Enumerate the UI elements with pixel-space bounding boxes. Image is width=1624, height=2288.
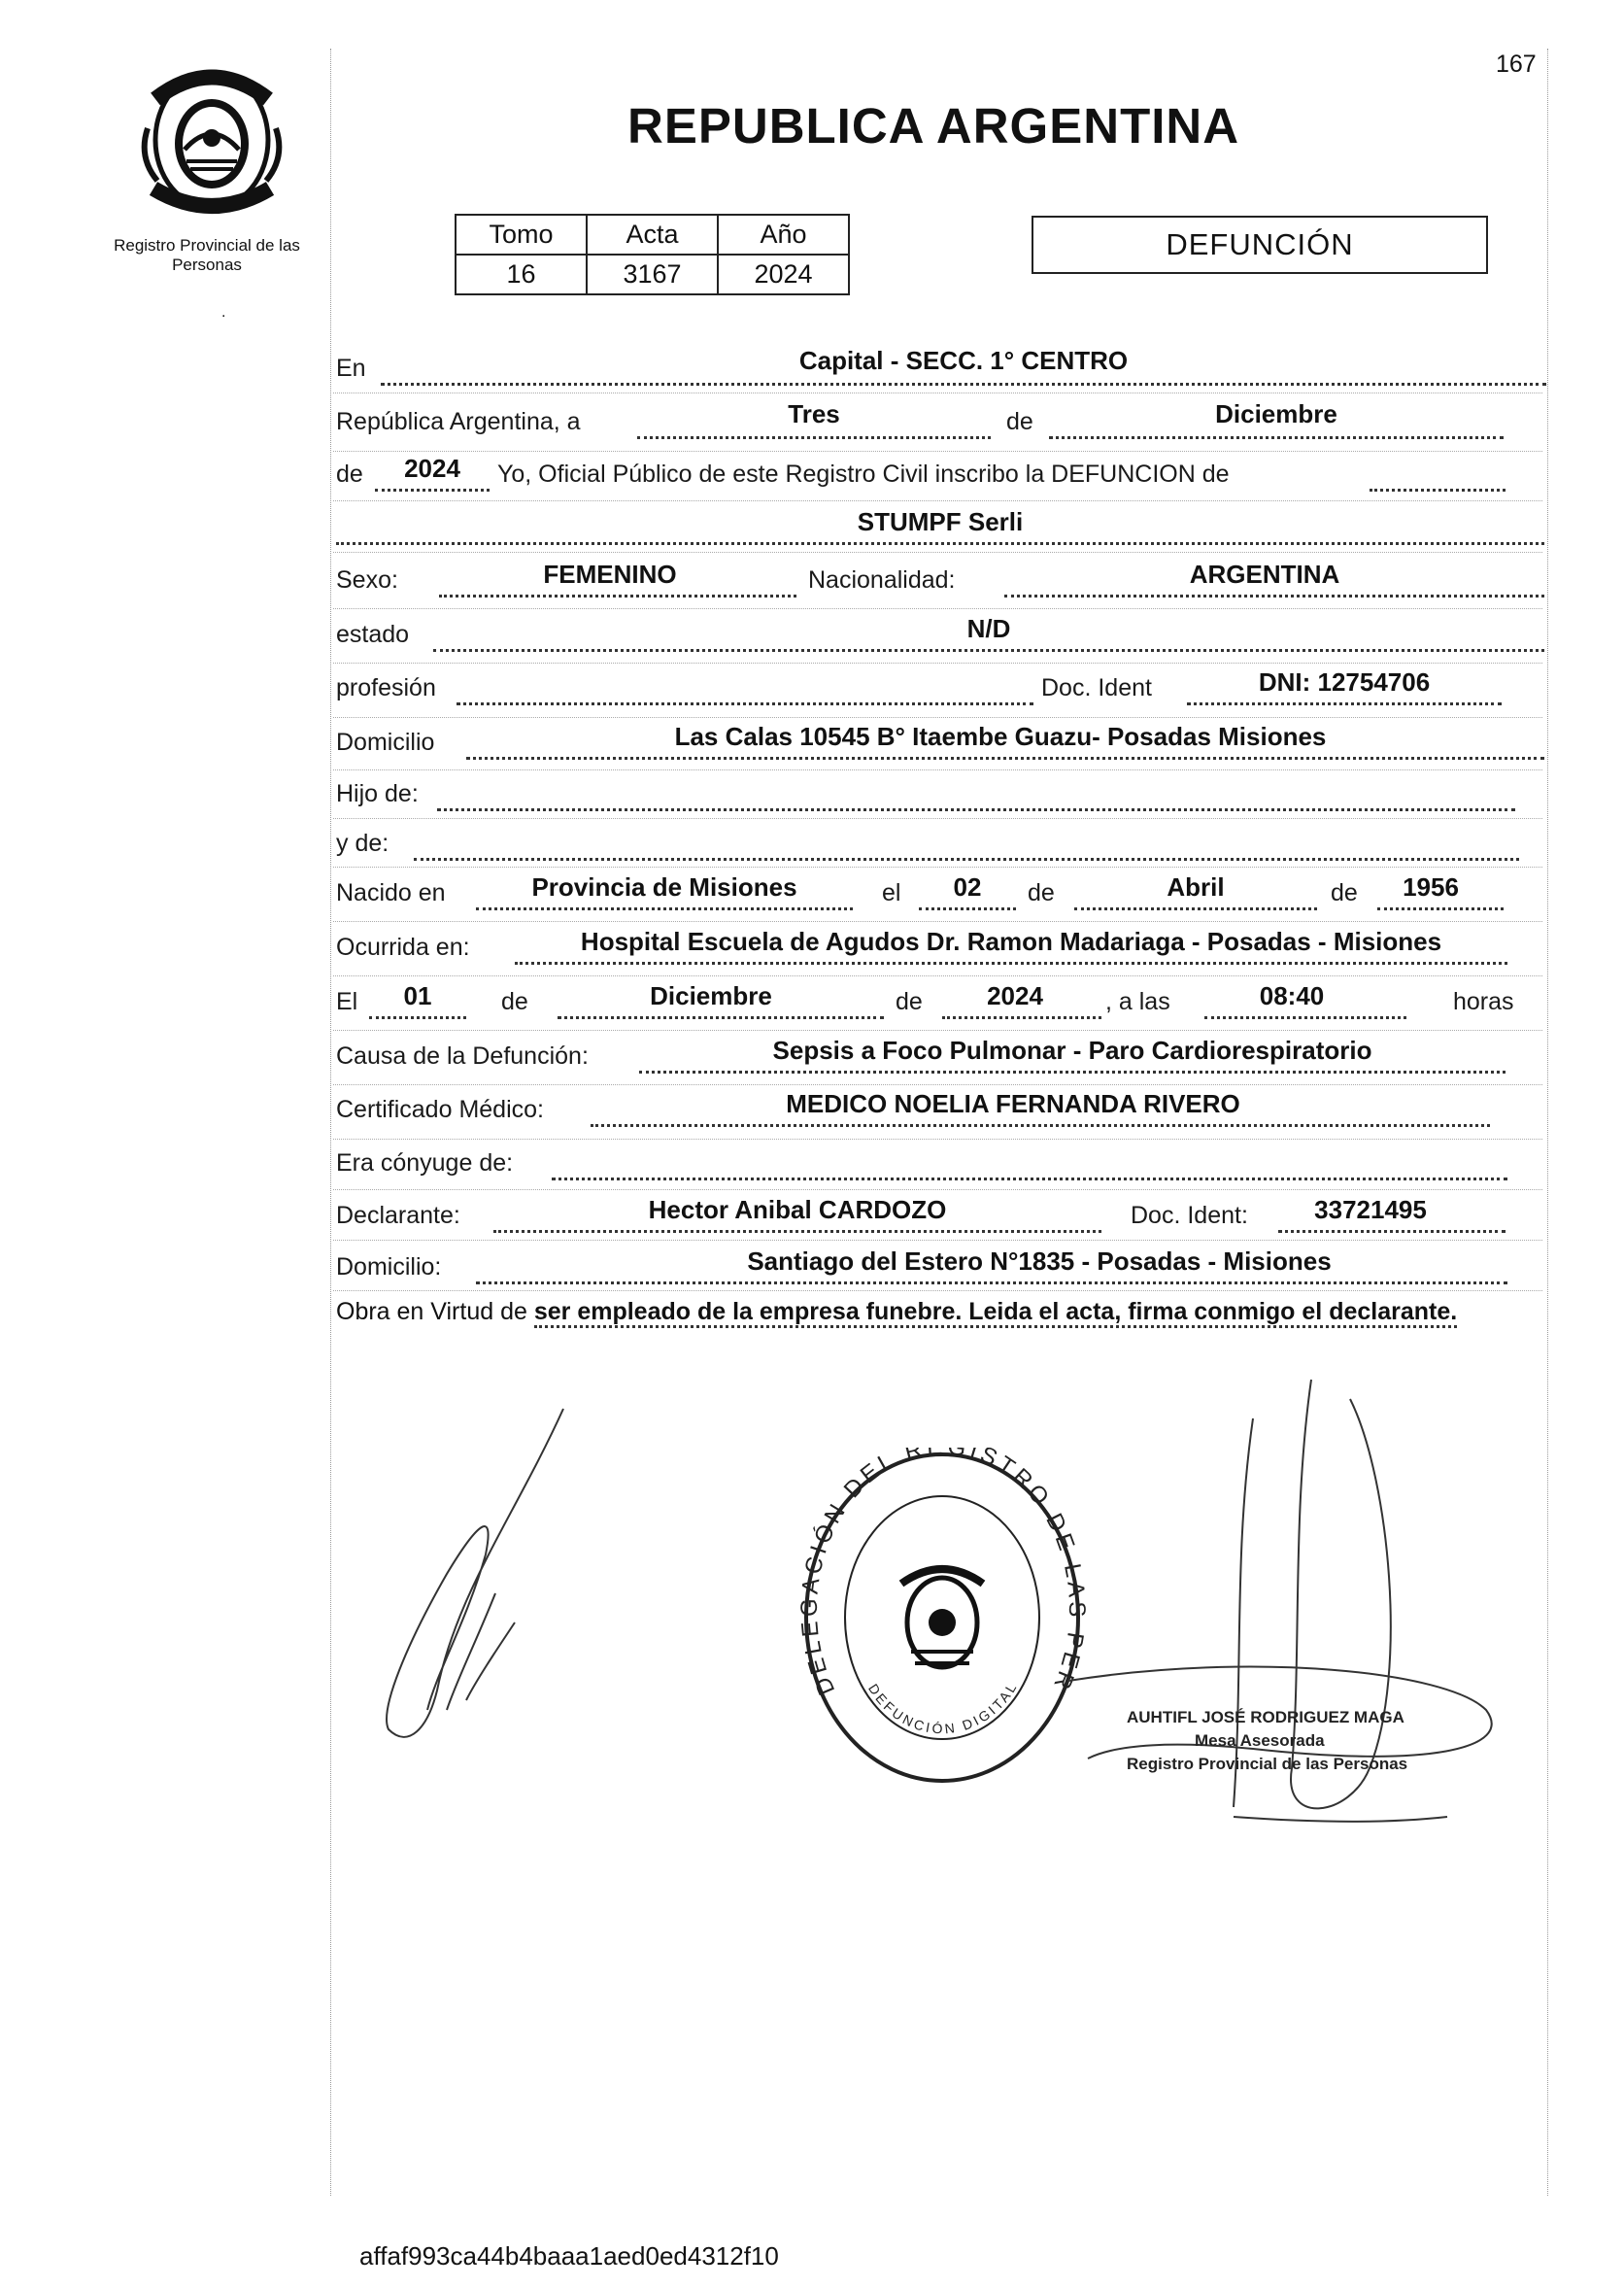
label-conyuge: Era cónyuge de: <box>336 1149 514 1177</box>
registry-seal <box>796 1448 1088 1793</box>
value-estado: N/D <box>966 614 1011 643</box>
table-header: Año <box>718 215 849 255</box>
label-a-las: , a las <box>1105 988 1170 1015</box>
field-y-de <box>414 829 1519 861</box>
label-causa: Causa de la Defunción: <box>336 1042 589 1070</box>
table-header: Tomo <box>456 215 587 255</box>
row-separator <box>333 1084 1542 1085</box>
row-separator <box>333 818 1542 819</box>
value-fallec-anio: 2024 <box>987 981 1043 1010</box>
value-lugar: Capital - SECC. 1° CENTRO <box>798 346 1129 375</box>
value-declarante-domicilio: Santiago del Estero N°1835 - Posadas - Misiones <box>747 1246 1332 1276</box>
registry-name: Registro Provincial de las Personas <box>114 236 300 274</box>
label-hijo-de: Hijo de: <box>336 780 419 807</box>
row-separator <box>333 1189 1542 1190</box>
value-nacido-anio: 1956 <box>1403 872 1459 902</box>
declarant-signature <box>369 1399 602 1754</box>
page-number: 167 <box>1496 51 1537 78</box>
label-estado: estado <box>336 621 410 648</box>
label-en: En <box>336 355 366 382</box>
value-declarante: Hector Anibal CARDOZO <box>648 1195 947 1224</box>
official-stamp <box>1127 1706 1407 1776</box>
value-sexo: FEMENINO <box>543 560 677 589</box>
row-separator <box>333 500 1542 501</box>
label-horas: horas <box>1453 988 1514 1015</box>
row-separator <box>333 975 1542 976</box>
value-nacido-lugar: Provincia de Misiones <box>531 872 797 902</box>
official-stamp-line: Mesa Asesorada <box>1195 1731 1325 1750</box>
value-mes: Diciembre <box>1215 399 1337 428</box>
obra-en-virtud-paragraph <box>336 1294 1539 1329</box>
table-cell: 2024 <box>718 255 849 294</box>
row-separator <box>333 769 1542 770</box>
value-dia: Tres <box>788 399 840 428</box>
row-separator <box>333 663 1542 664</box>
official-signature <box>1059 1360 1544 1870</box>
value-domicilio: Las Calas 10545 B° Itaembe Guazu- Posadas Misiones <box>674 722 1327 751</box>
value-fallec-mes: Diciembre <box>650 981 772 1010</box>
label-de: de <box>336 461 363 488</box>
field-hijo-de <box>437 779 1515 811</box>
row-separator <box>333 1030 1542 1031</box>
label-domicilio: Domicilio <box>336 729 435 756</box>
seal-inner-text: DEFUNCIÓN DIGITAL <box>864 1678 1021 1737</box>
row-separator <box>333 717 1542 718</box>
label-de: de <box>1006 408 1033 435</box>
table-cell: 16 <box>456 255 587 294</box>
label-nacionalidad: Nacionalidad: <box>808 566 956 594</box>
label-y-de: y de: <box>336 830 389 857</box>
mark: . <box>221 304 226 321</box>
province-emblem-logo <box>134 60 289 221</box>
row-separator <box>333 608 1542 609</box>
left-margin-line <box>330 49 331 2196</box>
value-fallec-dia: 01 <box>403 981 432 1010</box>
label-de: de <box>896 988 923 1015</box>
table-cell: 3167 <box>587 255 718 294</box>
value-causa: Sepsis a Foco Pulmonar - Paro Cardiorespiratorio <box>772 1036 1372 1065</box>
row-separator <box>333 1240 1542 1241</box>
seal-text: DELEGACIÓN DEL R GISTRO DE LAS PER <box>796 1448 1088 1699</box>
label-doc-ident: Doc. Ident <box>1041 674 1152 701</box>
label-domicilio: Domicilio: <box>336 1253 442 1281</box>
row-separator <box>333 1139 1542 1140</box>
label-ocurrida-en: Ocurrida en: <box>336 934 470 961</box>
value-fallec-hora: 08:40 <box>1259 981 1325 1010</box>
label-republica: República Argentina, a <box>336 408 581 435</box>
value-ocurrida-en: Hospital Escuela de Agudos Dr. Ramon Madariaga - Posadas - Misiones <box>580 927 1442 956</box>
label-declarante: Declarante: <box>336 1202 460 1229</box>
label-de: de <box>1028 879 1055 906</box>
label-doc-ident: Doc. Ident: <box>1131 1202 1248 1229</box>
record-type-box: DEFUNCIÓN <box>1032 216 1488 274</box>
field-conyuge <box>552 1148 1507 1180</box>
label-el-upper: El <box>336 988 358 1015</box>
label-nacido-en: Nacido en <box>336 879 446 906</box>
official-stamp-line: AUHTIFL JOSÉ RODRIGUEZ MAGA <box>1127 1708 1404 1726</box>
label-el: el <box>882 879 901 906</box>
value-obra: ser empleado de la empresa funebre. Leida el acta, firma conmigo el declarante. <box>534 1298 1457 1328</box>
right-margin-line <box>1547 49 1548 2196</box>
label-oficial: Yo, Oficial Público de este Registro Civil inscribo la DEFUNCION de <box>497 461 1230 488</box>
row-separator <box>333 921 1542 922</box>
official-stamp-line: Registro Provincial de las Personas <box>1127 1755 1408 1773</box>
label-obra: Obra en Virtud de <box>336 1298 527 1325</box>
value-nombre: STUMPF Serli <box>857 507 1024 536</box>
row-separator <box>333 867 1542 868</box>
row-separator <box>333 1290 1542 1291</box>
value-declarante-doc: 33721495 <box>1314 1195 1427 1224</box>
field-oficial-continuation <box>1370 460 1506 492</box>
page-title: REPUBLICA ARGENTINA <box>627 98 1240 154</box>
value-nacionalidad: ARGENTINA <box>1189 560 1340 589</box>
value-certificado: MEDICO NOELIA FERNANDA RIVERO <box>786 1089 1240 1118</box>
value-nacido-dia: 02 <box>953 872 982 902</box>
value-nacido-mes: Abril <box>1167 872 1225 902</box>
value-doc-ident: DNI: 12754706 <box>1258 667 1431 697</box>
label-sexo: Sexo: <box>336 566 398 594</box>
row-separator <box>333 552 1542 553</box>
table-header: Acta <box>587 215 718 255</box>
registry-table <box>455 214 850 295</box>
svg-text:DEFUNCIÓN DIGITAL <box>865 1678 1021 1736</box>
document-hash: affaf993ca44b4baaa1aed0ed4312f10 <box>359 2241 779 2271</box>
label-certificado: Certificado Médico: <box>336 1096 544 1123</box>
value-anio: 2024 <box>404 454 460 483</box>
label-de: de <box>501 988 528 1015</box>
label-de: de <box>1331 879 1358 906</box>
label-profesion: profesión <box>336 674 436 701</box>
row-separator <box>333 451 1542 452</box>
field-profesion <box>457 673 1033 705</box>
